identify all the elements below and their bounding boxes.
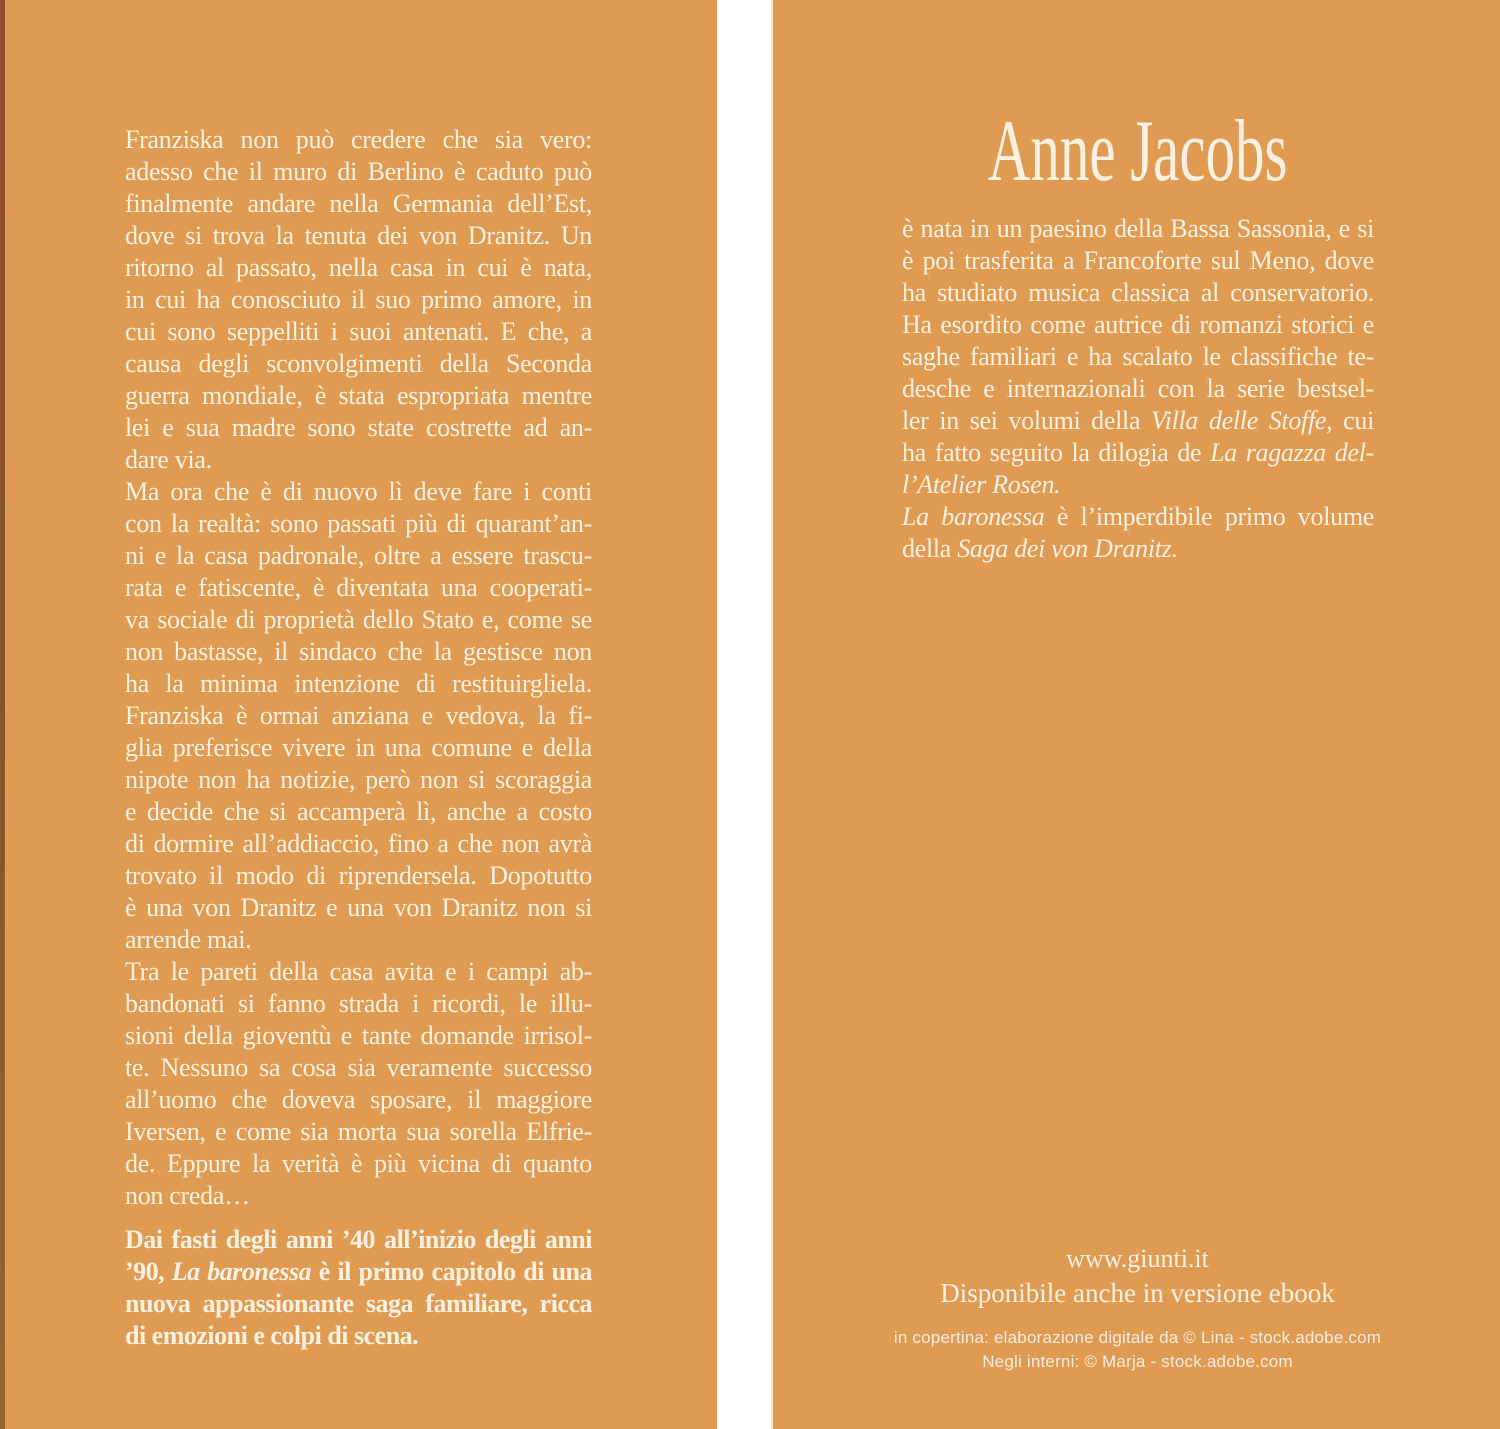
- synopsis-paragraph-2: [125, 476, 592, 956]
- text-line: Franziska non può credere che sia vero:: [125, 125, 592, 154]
- front-flap-panel: [0, 0, 717, 1429]
- fold-shadow: [0, 0, 5, 1429]
- text-line: Tra le pareti della casa avita e i campi ab-: [125, 957, 592, 986]
- back-flap-panel: [771, 0, 1500, 1429]
- synopsis-paragraph-1: [125, 124, 592, 476]
- author-name-text: Anne Jacobs: [987, 103, 1288, 200]
- text-line: trovato il modo di riprendersela. Dopotutto: [125, 861, 592, 890]
- text-line: sioni della gioventù e tante domande irrisol-: [125, 1021, 592, 1050]
- text-line: finalmente andare nella Germania dell’Est,: [125, 189, 592, 218]
- text-line: adesso che il muro di Berlino è caduto può: [125, 157, 592, 186]
- text-line: ha fatto seguito la dilogia de La ragazza del-: [902, 438, 1374, 467]
- text-line: e decide che si accamperà lì, anche a costo: [125, 797, 592, 826]
- synopsis-text: [125, 124, 592, 1352]
- text-line: ni e la casa padronale, oltre a essere trascu-: [125, 541, 592, 570]
- text-line: va sociale di proprietà dello Stato e, come se: [125, 605, 592, 634]
- synopsis-paragraph-3: [125, 956, 592, 1212]
- text-line: con la realtà: sono passati più di quarant’an-: [125, 509, 592, 538]
- text-line: ’90, La baronessa è il primo capitolo di una: [125, 1257, 592, 1286]
- text-line: di emozioni e colpi di scena.: [125, 1321, 419, 1350]
- text-line: lei e sua madre sono state costrette ad an-: [125, 413, 592, 442]
- publisher-website: www.giunti.it: [1066, 1244, 1209, 1273]
- text-line: Dai fasti degli anni ’40 all’inizio degli anni: [125, 1225, 592, 1254]
- text-line: è una von Dranitz e una von Dranitz non si: [125, 893, 592, 922]
- author-name: [773, 104, 1500, 200]
- text-line: ritorno al passato, nella casa in cui è nata,: [125, 253, 592, 282]
- text-line: te. Nessuno sa cosa sia veramente successo: [125, 1053, 592, 1082]
- text-line: ha studiato musica classica al conservatorio.: [902, 278, 1374, 307]
- text-line: rata e fatiscente, è diventata una cooperati-: [125, 573, 592, 602]
- text-line: ler in sei volumi della Villa delle Stoffe, cui: [902, 406, 1375, 435]
- credit-line: Negli interni: © Marja - stock.adobe.com: [982, 1352, 1293, 1371]
- text-line: non bastasse, il sindaco che la gestisce non: [125, 637, 592, 666]
- text-line: desche e internazionali con la serie bestsel-: [902, 374, 1374, 403]
- text-line: della Saga dei von Dranitz.: [902, 534, 1178, 563]
- text-line: saghe familiari e ha scalato le classifiche te-: [902, 342, 1374, 371]
- credit-line: in copertina: elaborazione digitale da © Lina - stock.adobe.com: [893, 1328, 1382, 1347]
- text-line: Ha esordito come autrice di romanzi storici e: [902, 310, 1374, 339]
- text-line: Iversen, e come sia morta sua sorella Elfrie-: [125, 1117, 592, 1146]
- text-line: guerra mondiale, è stata espropriata mentre: [125, 381, 592, 410]
- text-line: non creda…: [125, 1181, 250, 1210]
- text-line: de. Eppure la verità è più vicina di quanto: [125, 1149, 592, 1178]
- tagline-paragraph: [125, 1224, 592, 1352]
- text-line: nuova appassionante saga familiare, ricca: [125, 1289, 592, 1318]
- text-line: di dormire all’addiaccio, fino a che non avrà: [125, 829, 592, 858]
- text-line: bandonati si fanno strada i ricordi, le illu-: [125, 989, 592, 1018]
- text-line: Franziska è ormai anziana e vedova, la fi-: [125, 701, 592, 730]
- text-line: all’uomo che doveva sposare, il maggiore: [125, 1085, 592, 1114]
- text-line: causa degli sconvolgimenti della Seconda: [125, 349, 592, 378]
- bio-paragraph-1: [902, 213, 1374, 501]
- ebook-availability-note: Disponibile anche in versione ebook: [940, 1278, 1335, 1308]
- text-line: Ma ora che è di nuovo lì deve fare i conti: [125, 477, 592, 506]
- text-line: è nata in un paesino della Bassa Sassonia, e si: [902, 214, 1374, 243]
- text-line: glia preferisce vivere in una comune e della: [125, 733, 592, 762]
- text-line: cui sono seppelliti i suoi antenati. E che, a: [125, 317, 592, 346]
- text-line: La baronessa è l’imperdibile primo volume: [902, 502, 1374, 531]
- bio-paragraph-2: [902, 501, 1374, 565]
- text-line: in cui ha conosciuto il suo primo amore, in: [125, 285, 592, 314]
- text-line: ha la minima intenzione di restituirgliela.: [125, 669, 592, 698]
- image-credits: [773, 1326, 1500, 1374]
- text-line: è poi trasferita a Francoforte sul Meno, dove: [902, 246, 1374, 275]
- text-line: dare via.: [125, 445, 212, 474]
- text-line: dove si trova la tenuta dei von Dranitz. Un: [125, 221, 592, 250]
- author-bio-text: [902, 213, 1374, 565]
- text-line: arrende mai.: [125, 925, 252, 954]
- text-line: nipote non ha notizie, però non si scoraggia: [125, 765, 592, 794]
- text-line: l’Atelier Rosen.: [902, 470, 1061, 499]
